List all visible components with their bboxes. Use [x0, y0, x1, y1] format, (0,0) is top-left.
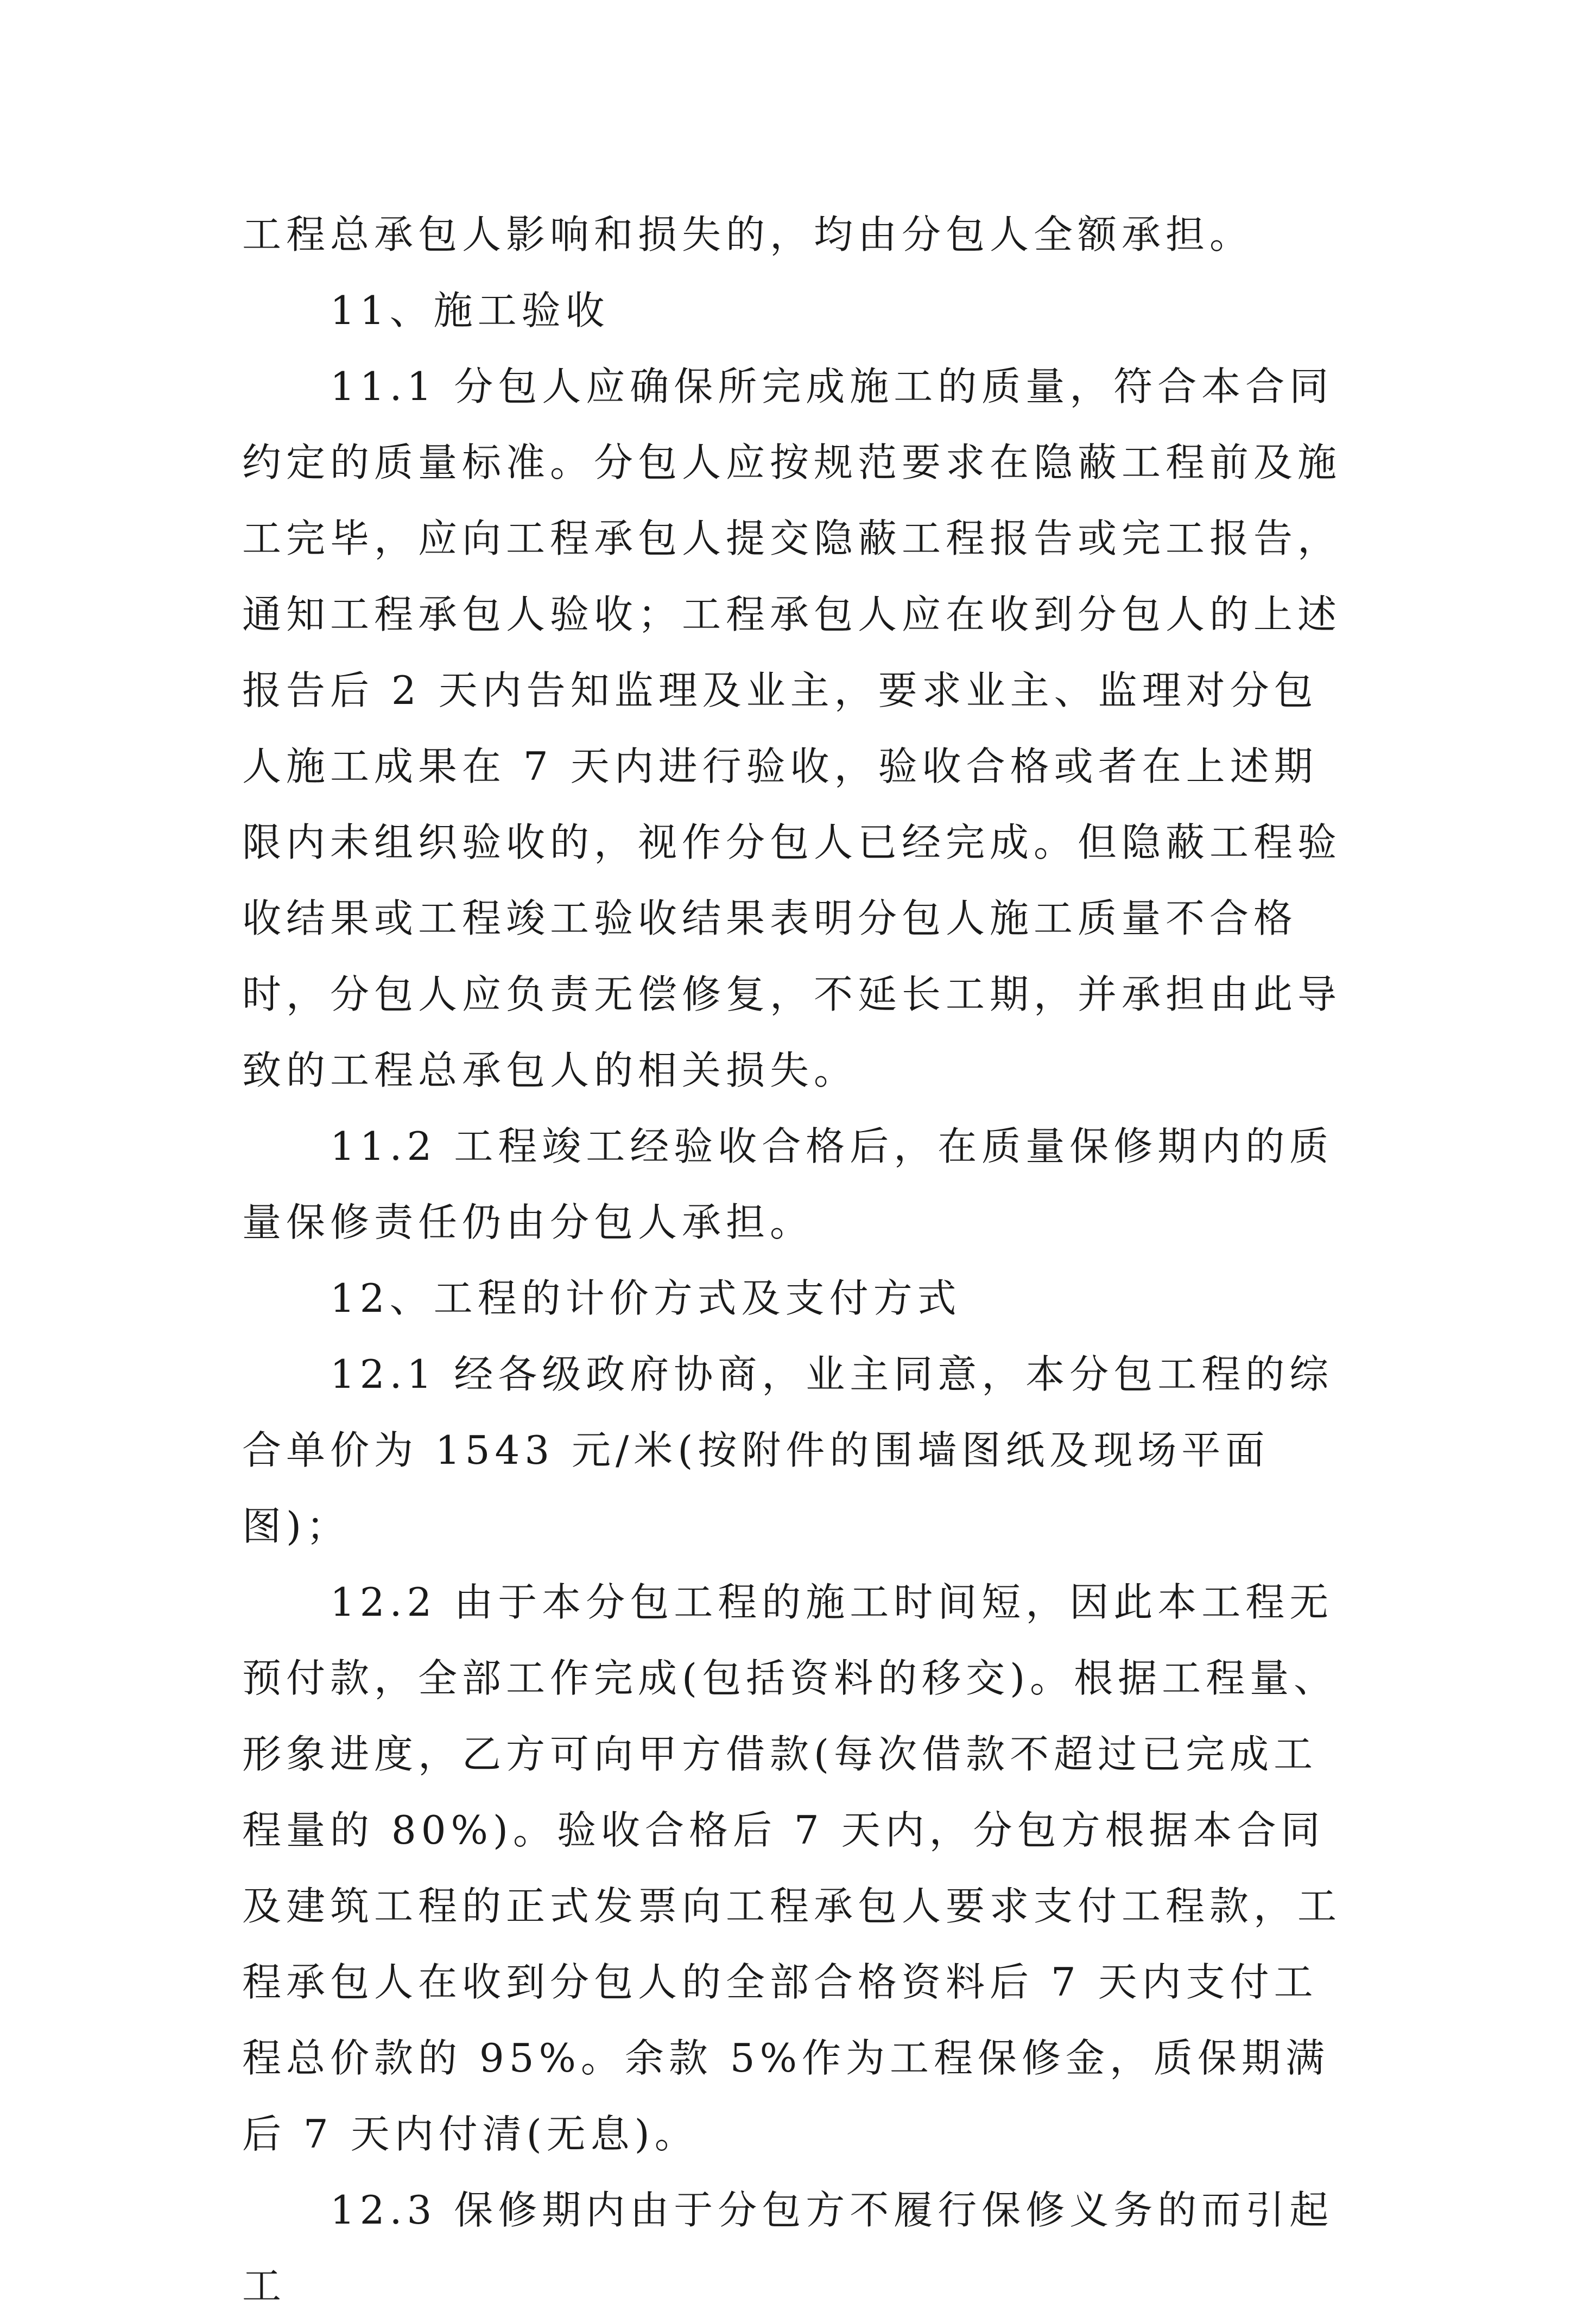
clause-12-2: 12.2 由于本分包工程的施工时间短，因此本工程无预付款，全部工作完成(包括资料的移交)。根据工程量、形象进度，乙方可向甲方借款(每次借款不超过已完成工程量的 80%)。验收合格后 7 天内，分包方根据本合同及建筑工程的正式发票向工程承包人要求支付工程款，工程承包人在收到分包人的全部合格资料后 7 天内支付工程总价款的 95%。余款 5%作为工程保修金，质保期满后 7 天内付清(无息)。 [242, 1579, 1342, 2157]
clause-11-1: 11.1 分包人应确保所完成施工的质量，符合本合同约定的质量标准。分包人应按规范要求在隐蔽工程前及施工完毕，应向工程承包人提交隐蔽工程报告或完工报告，通知工程承包人验收；工程承包人应在收到分包人的上述报告后 2 天内告知监理及业主，要求业主、监理对分包人施工成果在 7 天内进行验收，验收合格或者在上述期限内未组织验收的，视作分包人已经完成。但隐蔽工程验收结果或工程竣工验收结果表明分包人施工质量不合格时，分包人应负责无偿修复，不延长工期，并承担由此导致的工程总承包人的相关损失。 [242, 364, 1342, 1093]
clause-11-2: 11.2 工程竣工经验收合格后，在质量保修期内的质量保修责任仍由分包人承担。 [242, 1123, 1334, 1245]
paragraph-continuation: 工程总承包人影响和损失的，均由分包人全额承担。 [242, 212, 1254, 257]
section-heading-12: 12、工程的计价方式及支付方式 [330, 1275, 961, 1321]
clause-12-3: 12.3 保修期内由于分包方不履行保修义务的而引起工 [242, 2187, 1334, 2309]
document-body [242, 196, 1355, 2324]
clause-12-1: 12.1 经各级政府协商，业主同意，本分包工程的综合单价为 1543 元/米(按附件的围墙图纸及现场平面图)； [242, 1351, 1334, 1549]
section-heading-11: 11、施工验收 [330, 288, 610, 333]
